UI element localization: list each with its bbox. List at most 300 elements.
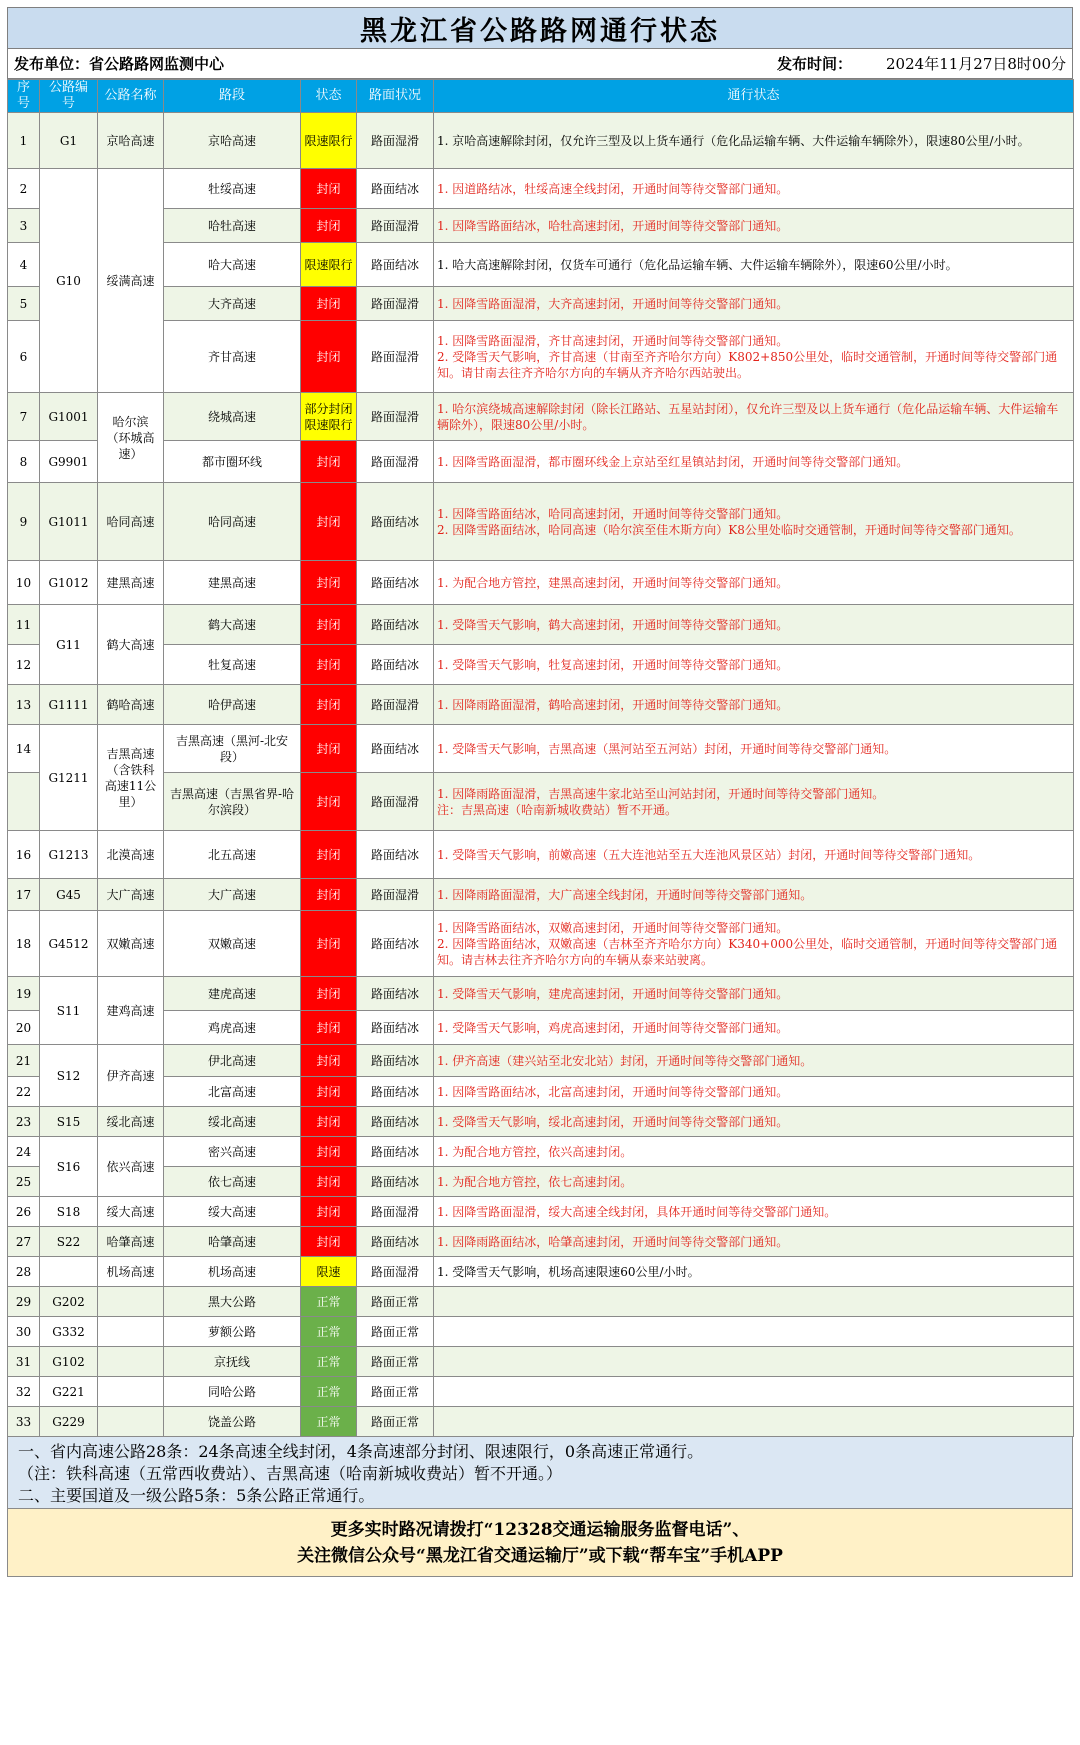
table-row bbox=[8, 1287, 1074, 1317]
table-row bbox=[8, 725, 1074, 773]
road-segment: 鹤大高速 bbox=[164, 605, 301, 645]
traffic-detail bbox=[434, 561, 1074, 605]
traffic-detail bbox=[434, 169, 1074, 209]
row-number: 21 bbox=[8, 1045, 40, 1077]
road-code: G11 bbox=[40, 605, 98, 685]
traffic-detail bbox=[434, 1137, 1074, 1167]
status-badge: 封闭 bbox=[301, 977, 357, 1011]
road-condition: 路面结冰 bbox=[357, 1107, 434, 1137]
detail-line: 1. 因降雨路面湿滑，吉黑高速牛家北站至山河站封闭，开通时间等待交警部门通知。 bbox=[437, 786, 885, 801]
summary-line-2: （注：铁科高速（五常西收费站）、吉黑高速（哈南新城收费站）暂不开通。） bbox=[18, 1464, 563, 1483]
status-badge: 封闭 bbox=[301, 169, 357, 209]
road-segment: 北五高速 bbox=[164, 831, 301, 879]
row-number: 30 bbox=[8, 1317, 40, 1347]
status-badge: 封闭 bbox=[301, 321, 357, 393]
road-condition: 路面湿滑 bbox=[357, 1257, 434, 1287]
road-code: G202 bbox=[40, 1287, 98, 1317]
road-name: 鹤大高速 bbox=[98, 605, 164, 685]
road-condition: 路面结冰 bbox=[357, 1227, 434, 1257]
row-number: 16 bbox=[8, 831, 40, 879]
row-number: 17 bbox=[8, 879, 40, 911]
publish-time-block bbox=[777, 53, 1066, 74]
row-number: 9 bbox=[8, 483, 40, 561]
road-condition: 路面湿滑 bbox=[357, 1197, 434, 1227]
footer-box bbox=[7, 1509, 1073, 1577]
header-status: 状态 bbox=[301, 80, 357, 113]
table-row bbox=[8, 1077, 1074, 1107]
road-condition: 路面结冰 bbox=[357, 725, 434, 773]
road-code: G332 bbox=[40, 1317, 98, 1347]
traffic-detail bbox=[434, 605, 1074, 645]
row-number: 11 bbox=[8, 605, 40, 645]
road-code: S16 bbox=[40, 1137, 98, 1197]
road-segment: 哈伊高速 bbox=[164, 685, 301, 725]
summary-line-3: 二、主要国道及一级公路5条：5条公路正常通行。 bbox=[18, 1486, 375, 1505]
summary-box bbox=[7, 1437, 1073, 1509]
table-row bbox=[8, 831, 1074, 879]
row-number: 10 bbox=[8, 561, 40, 605]
row-number: 8 bbox=[8, 441, 40, 483]
report-page bbox=[7, 7, 1073, 1577]
road-segment: 同哈公路 bbox=[164, 1377, 301, 1407]
traffic-detail bbox=[434, 1197, 1074, 1227]
row-number: 27 bbox=[8, 1227, 40, 1257]
status-badge: 封闭 bbox=[301, 1011, 357, 1045]
road-name: 哈同高速 bbox=[98, 483, 164, 561]
row-number: 2 bbox=[8, 169, 40, 209]
road-segment: 依七高速 bbox=[164, 1167, 301, 1197]
road-name: 依兴高速 bbox=[98, 1137, 164, 1197]
road-name: 吉黑高速（含铁科高速11公里） bbox=[98, 725, 164, 831]
detail-line: 1. 受降雪天气影响，机场高速限速60公里/小时。 bbox=[437, 1264, 700, 1279]
status-badge: 封闭 bbox=[301, 441, 357, 483]
status-badge: 封闭 bbox=[301, 1045, 357, 1077]
road-code: G9901 bbox=[40, 441, 98, 483]
traffic-detail bbox=[434, 1167, 1074, 1197]
detail-line: 1. 因降雪路面结冰，哈同高速封闭，开通时间等待交警部门通知。 bbox=[437, 506, 789, 521]
header-segment: 路段 bbox=[164, 80, 301, 113]
table-row bbox=[8, 209, 1074, 243]
status-badge: 封闭 bbox=[301, 605, 357, 645]
row-number: 28 bbox=[8, 1257, 40, 1287]
status-badge: 正常 bbox=[301, 1287, 357, 1317]
road-segment: 哈大高速 bbox=[164, 243, 301, 287]
status-badge: 封闭 bbox=[301, 773, 357, 831]
status-badge: 限速限行 bbox=[301, 113, 357, 169]
detail-line: 1. 受降雪天气影响，吉黑高速（黑河站至五河站）封闭，开通时间等待交警部门通知。 bbox=[437, 741, 897, 756]
table-row bbox=[8, 169, 1074, 209]
road-condition: 路面结冰 bbox=[357, 169, 434, 209]
traffic-detail bbox=[434, 483, 1074, 561]
road-condition: 路面湿滑 bbox=[357, 209, 434, 243]
traffic-detail bbox=[434, 243, 1074, 287]
table-row bbox=[8, 645, 1074, 685]
road-condition: 路面结冰 bbox=[357, 483, 434, 561]
road-condition: 路面结冰 bbox=[357, 977, 434, 1011]
road-code: G1011 bbox=[40, 483, 98, 561]
road-segment: 黑大公路 bbox=[164, 1287, 301, 1317]
status-badge: 封闭 bbox=[301, 645, 357, 685]
detail-line: 1. 因降雪路面湿滑，绥大高速全线封闭，具体开通时间等待交警部门通知。 bbox=[437, 1204, 837, 1219]
traffic-detail bbox=[434, 911, 1074, 977]
page-title: 黑龙江省公路路网通行状态 bbox=[7, 7, 1073, 49]
road-name: 建鸡高速 bbox=[98, 977, 164, 1045]
detail-line: 1. 京哈高速解除封闭，仅允许三型及以上货车通行（危化品运输车辆、大件运输车辆除外），限速80公里/小时。 bbox=[437, 133, 1030, 148]
table-row bbox=[8, 1011, 1074, 1045]
road-code: G1213 bbox=[40, 831, 98, 879]
detail-line: 1. 哈大高速解除封闭，仅货车可通行（危化品运输车辆、大件运输车辆除外），限速60公里/小时。 bbox=[437, 257, 958, 272]
row-number: 1 bbox=[8, 113, 40, 169]
status-badge: 封闭 bbox=[301, 1107, 357, 1137]
header-code: 公路编号 bbox=[40, 80, 98, 113]
road-condition: 路面结冰 bbox=[357, 831, 434, 879]
road-segment: 绥北高速 bbox=[164, 1107, 301, 1137]
road-condition: 路面正常 bbox=[357, 1347, 434, 1377]
road-segment: 鸡虎高速 bbox=[164, 1011, 301, 1045]
detail-line: 1. 伊齐高速（建兴站至北安北站）封闭，开通时间等待交警部门通知。 bbox=[437, 1053, 813, 1068]
table-header-row bbox=[8, 80, 1074, 113]
table-row bbox=[8, 1407, 1074, 1437]
road-condition: 路面正常 bbox=[357, 1287, 434, 1317]
road-segment: 大广高速 bbox=[164, 879, 301, 911]
publisher-block bbox=[14, 53, 224, 74]
detail-line: 1. 因道路结冰，牡绥高速全线封闭，开通时间等待交警部门通知。 bbox=[437, 181, 789, 196]
detail-line: 1. 因降雨路面湿滑，大广高速全线封闭，开通时间等待交警部门通知。 bbox=[437, 887, 813, 902]
road-condition: 路面结冰 bbox=[357, 1045, 434, 1077]
row-number: 20 bbox=[8, 1011, 40, 1045]
footer-line-1: 更多实时路况请拨打“12328交通运输服务监督电话”、 bbox=[330, 1519, 750, 1540]
detail-line: 1. 为配合地方管控，依兴高速封闭。 bbox=[437, 1144, 633, 1159]
row-number: 7 bbox=[8, 393, 40, 441]
road-name bbox=[98, 1287, 164, 1317]
row-number: 14 bbox=[8, 725, 40, 773]
row-number: 25 bbox=[8, 1167, 40, 1197]
road-condition: 路面湿滑 bbox=[357, 113, 434, 169]
detail-line: 1. 因降雪路面结冰，双嫩高速封闭，开通时间等待交警部门通知。 bbox=[437, 920, 789, 935]
road-code: S11 bbox=[40, 977, 98, 1045]
table-row bbox=[8, 773, 1074, 831]
road-name bbox=[98, 1407, 164, 1437]
detail-line: 1. 受降雪天气影响，前嫩高速（五大连池站至五大连池风景区站）封闭，开通时间等待交警部门通知。 bbox=[437, 847, 981, 862]
road-name: 绥北高速 bbox=[98, 1107, 164, 1137]
detail-line: 1. 因降雪路面湿滑，都市圈环线金上京站至红星镇站封闭，开通时间等待交警部门通知。 bbox=[437, 454, 909, 469]
table-row bbox=[8, 1167, 1074, 1197]
status-badge: 正常 bbox=[301, 1317, 357, 1347]
table-row bbox=[8, 1137, 1074, 1167]
road-code: G1 bbox=[40, 113, 98, 169]
road-condition: 路面结冰 bbox=[357, 1077, 434, 1107]
table-row bbox=[8, 243, 1074, 287]
row-number: 23 bbox=[8, 1107, 40, 1137]
traffic-detail bbox=[434, 879, 1074, 911]
traffic-detail bbox=[434, 1011, 1074, 1045]
header-road: 路面状况 bbox=[357, 80, 434, 113]
road-name: 大广高速 bbox=[98, 879, 164, 911]
table-row bbox=[8, 441, 1074, 483]
table-row bbox=[8, 393, 1074, 441]
traffic-detail bbox=[434, 1257, 1074, 1287]
road-segment: 牡绥高速 bbox=[164, 169, 301, 209]
road-segment: 饶盖公路 bbox=[164, 1407, 301, 1437]
status-badge: 封闭 bbox=[301, 209, 357, 243]
detail-line: 1. 哈尔滨绕城高速解除封闭（除长江路站、五星站封闭），仅允许三型及以上货车通行（危化品运输车辆、大件运输车辆除外），限速80公里/小时。 bbox=[437, 401, 1059, 432]
table-row bbox=[8, 561, 1074, 605]
road-code: G45 bbox=[40, 879, 98, 911]
road-condition: 路面结冰 bbox=[357, 911, 434, 977]
row-number: 24 bbox=[8, 1137, 40, 1167]
status-badge: 正常 bbox=[301, 1347, 357, 1377]
row-number bbox=[8, 773, 40, 831]
status-badge: 封闭 bbox=[301, 725, 357, 773]
road-segment: 哈同高速 bbox=[164, 483, 301, 561]
detail-line: 1. 受降雪天气影响，绥北高速封闭，开通时间等待交警部门通知。 bbox=[437, 1114, 789, 1129]
detail-line: 1. 因降雪路面结冰，哈牡高速封闭，开通时间等待交警部门通知。 bbox=[437, 218, 789, 233]
row-number: 26 bbox=[8, 1197, 40, 1227]
road-condition: 路面湿滑 bbox=[357, 287, 434, 321]
status-badge: 封闭 bbox=[301, 1137, 357, 1167]
road-segment: 机场高速 bbox=[164, 1257, 301, 1287]
road-name: 双嫩高速 bbox=[98, 911, 164, 977]
road-segment: 绕城高速 bbox=[164, 393, 301, 441]
row-number: 3 bbox=[8, 209, 40, 243]
road-name bbox=[98, 1347, 164, 1377]
road-condition: 路面湿滑 bbox=[357, 685, 434, 725]
traffic-detail bbox=[434, 1045, 1074, 1077]
status-badge: 正常 bbox=[301, 1377, 357, 1407]
detail-line: 1. 因降雪路面湿滑，大齐高速封闭，开通时间等待交警部门通知。 bbox=[437, 296, 789, 311]
road-code: G229 bbox=[40, 1407, 98, 1437]
row-number: 33 bbox=[8, 1407, 40, 1437]
table-row bbox=[8, 1107, 1074, 1137]
detail-line: 1. 受降雪天气影响，牡复高速封闭，开通时间等待交警部门通知。 bbox=[437, 657, 789, 672]
detail-line: 1. 受降雪天气影响，鹤大高速封闭，开通时间等待交警部门通知。 bbox=[437, 617, 789, 632]
status-badge: 封闭 bbox=[301, 831, 357, 879]
status-badge: 正常 bbox=[301, 1407, 357, 1437]
road-segment: 建黑高速 bbox=[164, 561, 301, 605]
publisher-label: 发布单位： bbox=[14, 55, 90, 73]
road-segment: 吉黑高速（黑河-北安段） bbox=[164, 725, 301, 773]
status-badge: 封闭 bbox=[301, 911, 357, 977]
road-code: G102 bbox=[40, 1347, 98, 1377]
info-bar bbox=[7, 49, 1073, 79]
table-row bbox=[8, 1197, 1074, 1227]
traffic-detail bbox=[434, 1227, 1074, 1257]
road-name: 京哈高速 bbox=[98, 113, 164, 169]
road-condition: 路面湿滑 bbox=[357, 393, 434, 441]
detail-line: 1. 因降雪路面湿滑，齐甘高速封闭，开通时间等待交警部门通知。 bbox=[437, 333, 789, 348]
road-name: 北漠高速 bbox=[98, 831, 164, 879]
road-segment: 京哈高速 bbox=[164, 113, 301, 169]
row-number: 6 bbox=[8, 321, 40, 393]
table-row bbox=[8, 1317, 1074, 1347]
detail-line: 1. 受降雪天气影响，建虎高速封闭，开通时间等待交警部门通知。 bbox=[437, 986, 789, 1001]
road-segment: 牡复高速 bbox=[164, 645, 301, 685]
traffic-detail bbox=[434, 441, 1074, 483]
road-code: G4512 bbox=[40, 911, 98, 977]
road-condition: 路面结冰 bbox=[357, 1137, 434, 1167]
road-code: G1211 bbox=[40, 725, 98, 831]
detail-line: 1. 因降雨路面湿滑，鹤哈高速封闭，开通时间等待交警部门通知。 bbox=[437, 697, 789, 712]
road-segment: 大齐高速 bbox=[164, 287, 301, 321]
road-name: 绥大高速 bbox=[98, 1197, 164, 1227]
traffic-detail bbox=[434, 1077, 1074, 1107]
row-number: 22 bbox=[8, 1077, 40, 1107]
status-badge: 封闭 bbox=[301, 561, 357, 605]
road-code: G1111 bbox=[40, 685, 98, 725]
road-segment: 双嫩高速 bbox=[164, 911, 301, 977]
table-row bbox=[8, 1257, 1074, 1287]
status-badge: 封闭 bbox=[301, 1197, 357, 1227]
traffic-detail bbox=[434, 209, 1074, 243]
road-segment: 京抚线 bbox=[164, 1347, 301, 1377]
road-name bbox=[98, 1377, 164, 1407]
header-detail: 通行状态 bbox=[434, 80, 1074, 113]
detail-line: 注：吉黑高速（哈南新城收费站）暂不开通。 bbox=[437, 802, 678, 817]
table-row bbox=[8, 1347, 1074, 1377]
road-condition: 路面湿滑 bbox=[357, 879, 434, 911]
table-row bbox=[8, 287, 1074, 321]
status-badge: 限速限行 bbox=[301, 243, 357, 287]
traffic-detail bbox=[434, 1317, 1074, 1347]
road-segment: 吉黑高速（吉黑省界-哈尔滨段） bbox=[164, 773, 301, 831]
road-code: G1001 bbox=[40, 393, 98, 441]
footer-line-2: 关注微信公众号“黑龙江省交通运输厅”或下载“帮车宝”手机APP bbox=[297, 1545, 783, 1566]
table-row bbox=[8, 977, 1074, 1011]
road-segment: 建虎高速 bbox=[164, 977, 301, 1011]
table-row bbox=[8, 879, 1074, 911]
road-condition: 路面结冰 bbox=[357, 1167, 434, 1197]
detail-line: 1. 为配合地方管控，建黑高速封闭，开通时间等待交警部门通知。 bbox=[437, 575, 789, 590]
traffic-detail bbox=[434, 113, 1074, 169]
road-condition: 路面结冰 bbox=[357, 1011, 434, 1045]
status-badge: 封闭 bbox=[301, 483, 357, 561]
road-code: G1012 bbox=[40, 561, 98, 605]
road-segment: 萝额公路 bbox=[164, 1317, 301, 1347]
table-row bbox=[8, 685, 1074, 725]
road-segment: 密兴高速 bbox=[164, 1137, 301, 1167]
road-name: 哈肇高速 bbox=[98, 1227, 164, 1257]
traffic-detail bbox=[434, 773, 1074, 831]
road-segment: 伊北高速 bbox=[164, 1045, 301, 1077]
road-code: S12 bbox=[40, 1045, 98, 1107]
road-name: 绥满高速 bbox=[98, 169, 164, 393]
road-condition: 路面结冰 bbox=[357, 645, 434, 685]
road-segment: 哈牡高速 bbox=[164, 209, 301, 243]
traffic-detail bbox=[434, 287, 1074, 321]
row-number: 19 bbox=[8, 977, 40, 1011]
road-code: S15 bbox=[40, 1107, 98, 1137]
road-name: 鹤哈高速 bbox=[98, 685, 164, 725]
road-segment: 北富高速 bbox=[164, 1077, 301, 1107]
status-badge: 封闭 bbox=[301, 1077, 357, 1107]
traffic-detail bbox=[434, 393, 1074, 441]
traffic-detail bbox=[434, 1407, 1074, 1437]
road-segment: 齐甘高速 bbox=[164, 321, 301, 393]
row-number: 12 bbox=[8, 645, 40, 685]
status-badge: 封闭 bbox=[301, 685, 357, 725]
detail-line: 2. 受降雪天气影响，齐甘高速（甘南至齐齐哈尔方向）K802+850公里处，临时交通管制，开通时间等待交警部门通知。请甘南去往齐齐哈尔方向的车辆从齐齐哈尔西站驶出。 bbox=[437, 349, 1058, 380]
road-segment: 绥大高速 bbox=[164, 1197, 301, 1227]
status-table bbox=[7, 79, 1074, 1437]
table-row bbox=[8, 1227, 1074, 1257]
status-badge: 封闭 bbox=[301, 1227, 357, 1257]
table-row bbox=[8, 321, 1074, 393]
road-name: 建黑高速 bbox=[98, 561, 164, 605]
road-name: 机场高速 bbox=[98, 1257, 164, 1287]
status-badge: 限速 bbox=[301, 1257, 357, 1287]
road-condition: 路面湿滑 bbox=[357, 773, 434, 831]
traffic-detail bbox=[434, 977, 1074, 1011]
traffic-detail bbox=[434, 1377, 1074, 1407]
traffic-detail bbox=[434, 1107, 1074, 1137]
road-name bbox=[98, 1317, 164, 1347]
road-condition: 路面湿滑 bbox=[357, 441, 434, 483]
road-condition: 路面结冰 bbox=[357, 243, 434, 287]
traffic-detail bbox=[434, 725, 1074, 773]
row-number: 5 bbox=[8, 287, 40, 321]
row-number: 13 bbox=[8, 685, 40, 725]
detail-line: 1. 受降雪天气影响，鸡虎高速封闭，开通时间等待交警部门通知。 bbox=[437, 1020, 789, 1035]
road-code: G10 bbox=[40, 169, 98, 393]
status-badge: 部分封闭限速限行 bbox=[301, 393, 357, 441]
road-segment: 都市圈环线 bbox=[164, 441, 301, 483]
table-row bbox=[8, 1377, 1074, 1407]
row-number: 4 bbox=[8, 243, 40, 287]
time-value: 2024年11月27日8时00分 bbox=[886, 55, 1066, 73]
traffic-detail bbox=[434, 685, 1074, 725]
road-code: G221 bbox=[40, 1377, 98, 1407]
traffic-detail bbox=[434, 1287, 1074, 1317]
traffic-detail bbox=[434, 831, 1074, 879]
road-condition: 路面正常 bbox=[357, 1407, 434, 1437]
road-code: S18 bbox=[40, 1197, 98, 1227]
traffic-detail bbox=[434, 645, 1074, 685]
road-segment: 哈肇高速 bbox=[164, 1227, 301, 1257]
road-condition: 路面正常 bbox=[357, 1317, 434, 1347]
row-number: 31 bbox=[8, 1347, 40, 1377]
header-no: 序号 bbox=[8, 80, 40, 113]
time-label: 发布时间： bbox=[777, 55, 853, 73]
road-condition: 路面正常 bbox=[357, 1377, 434, 1407]
detail-line: 1. 为配合地方管控，依七高速封闭。 bbox=[437, 1174, 633, 1189]
road-name: 伊齐高速 bbox=[98, 1045, 164, 1107]
table-row bbox=[8, 605, 1074, 645]
row-number: 32 bbox=[8, 1377, 40, 1407]
summary-line-1: 一、省内高速公路28条：24条高速全线封闭，4条高速部分封闭、限速限行，0条高速正常通行。 bbox=[18, 1442, 704, 1461]
status-badge: 封闭 bbox=[301, 1167, 357, 1197]
road-code bbox=[40, 1257, 98, 1287]
row-number: 29 bbox=[8, 1287, 40, 1317]
status-badge: 封闭 bbox=[301, 287, 357, 321]
table-row bbox=[8, 911, 1074, 977]
detail-line: 2. 因降雪路面结冰，哈同高速（哈尔滨至佳木斯方向）K8公里处临时交通管制，开通时间等待交警部门通知。 bbox=[437, 522, 1021, 537]
table-row bbox=[8, 1045, 1074, 1077]
table-row bbox=[8, 113, 1074, 169]
road-name: 哈尔滨（环城高速） bbox=[98, 393, 164, 483]
row-number: 18 bbox=[8, 911, 40, 977]
road-condition: 路面结冰 bbox=[357, 561, 434, 605]
detail-line: 2. 因降雪路面结冰，双嫩高速（吉林至齐齐哈尔方向）K340+000公里处，临时交通管制，开通时间等待交警部门通知。请吉林去往齐齐哈尔方向的车辆从泰来站驶离。 bbox=[437, 936, 1058, 967]
road-code: S22 bbox=[40, 1227, 98, 1257]
traffic-detail bbox=[434, 321, 1074, 393]
traffic-detail bbox=[434, 1347, 1074, 1377]
table-row bbox=[8, 483, 1074, 561]
road-condition: 路面结冰 bbox=[357, 605, 434, 645]
table-body bbox=[8, 113, 1074, 1437]
header-name: 公路名称 bbox=[98, 80, 164, 113]
detail-line: 1. 因降雪路面结冰，北富高速封闭，开通时间等待交警部门通知。 bbox=[437, 1084, 789, 1099]
detail-line: 1. 因降雨路面结冰，哈肇高速封闭，开通时间等待交警部门通知。 bbox=[437, 1234, 789, 1249]
